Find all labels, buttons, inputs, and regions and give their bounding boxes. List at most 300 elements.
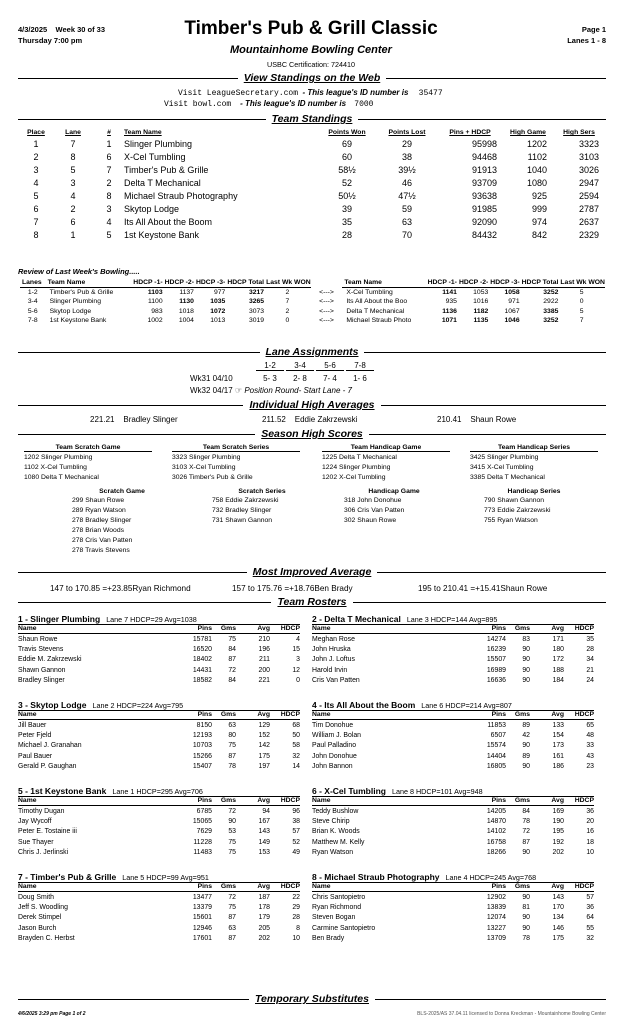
roster-cell: 172: [552, 656, 564, 664]
review-cell: 3217: [248, 289, 265, 296]
roster-cell: 11483: [193, 849, 212, 857]
review-title: Review of Last Week's Bowling.....: [18, 267, 140, 276]
roster-cell: 7629: [196, 828, 212, 836]
review-cell: <--->: [319, 307, 334, 315]
roster-cell: 221: [258, 677, 270, 685]
team-roster: [312, 700, 594, 772]
roster-cell: 72: [228, 666, 236, 674]
roster-cell: 12074: [486, 914, 506, 922]
indiv-avg-1: 221.21 Bradley Slinger: [90, 415, 178, 424]
roster-cell: 173: [552, 742, 564, 750]
standings-cell: 999: [531, 203, 547, 214]
roster-cell: 18582: [192, 677, 212, 685]
roster-cell: 192: [552, 838, 564, 846]
week-label: Week 30 of 33: [55, 25, 106, 34]
lane-pairs: [256, 361, 376, 371]
roster-cell: 94: [262, 807, 270, 815]
roster-col-header: HDCP: [564, 625, 594, 634]
review-col-header: HDCP Total: [227, 279, 265, 286]
web-line-1: [178, 88, 443, 98]
roster-cell: Doug Smith: [18, 893, 55, 901]
roster-cell: 13477: [192, 893, 212, 901]
roster-team-header: [312, 700, 594, 711]
roster-team-title: 2 - Delta T Mechanical: [312, 614, 401, 624]
standings-cell: 38: [401, 151, 412, 162]
roster-cell: 87: [228, 935, 236, 943]
roster-player-row: [312, 762, 594, 773]
roster-cell: Shaun Rowe: [18, 635, 58, 643]
lane-pair: 5-6: [316, 361, 344, 371]
roster-team-info: Lane 6 HDCP=214 Avg=807: [421, 701, 512, 710]
season-score-line: 1202 X-Cel Tumbling: [322, 474, 386, 481]
standings-cell: 3103: [578, 151, 599, 162]
review-cell: 1182: [473, 307, 489, 315]
season-block-title: Handicap Series: [507, 488, 561, 495]
roster-cell: 10: [586, 849, 594, 857]
roster-team-info: Lane 8 HDCP=101 Avg=948: [391, 787, 483, 796]
season-score-line: 1224 Slinger Plumbing: [322, 464, 391, 471]
review-cell: 1016: [473, 298, 489, 306]
roster-cell: 81: [522, 903, 530, 911]
roster-cell: 4: [296, 635, 300, 643]
roster-col-headers: [312, 797, 594, 806]
roster-cell: Steven Bogan: [312, 914, 356, 922]
roster-col-header: Avg: [236, 711, 270, 720]
roster-cell: 14404: [486, 752, 506, 760]
improved-1: 147 to 170.85 =+23.85Ryan Richmond: [50, 584, 191, 593]
roster-cell: 72: [522, 828, 530, 836]
roster-cell: 90: [522, 666, 530, 674]
standings-cell: 59: [401, 203, 412, 214]
roster-cell: 187: [258, 893, 270, 901]
header-right: [567, 24, 606, 46]
review-cell: Michael Straub Photo: [346, 317, 412, 325]
roster-cell: 28: [292, 914, 300, 922]
season-score-line: 302 Shaun Rowe: [344, 517, 397, 524]
roster-cell: 200: [258, 666, 270, 674]
roster-col-header: HDCP: [564, 797, 594, 806]
standings-cell: 925: [531, 190, 547, 201]
roster-cell: Steve Chirip: [312, 817, 350, 825]
roster-cell: 65: [586, 721, 594, 729]
roster-cell: 175: [552, 935, 564, 943]
roster-col-header: Name: [18, 883, 178, 892]
review-col-header: Last Wk WON: [558, 279, 605, 288]
roster-cell: 48: [586, 731, 594, 739]
roster-cell: 170: [552, 903, 564, 911]
standings-cell: 3: [33, 164, 39, 175]
roster-team-header: [18, 700, 300, 711]
roster-cell: Harold Irvin: [312, 666, 348, 674]
roster-cell: 175: [258, 752, 270, 760]
standings-cell: 69: [341, 138, 352, 149]
review-cell: 1130: [179, 298, 194, 306]
roster-team-title: 8 - Michael Straub Photography: [312, 872, 440, 882]
roster-col-header: Avg: [236, 883, 270, 892]
footer-timestamp: 4/6/2025 3:29 pm Page 1 of 2: [18, 1011, 86, 1017]
standings-cell: 91913: [471, 164, 497, 175]
review-cell: 7-8: [27, 317, 38, 325]
roster-cell: 133: [552, 721, 564, 729]
standings-cell: 3: [70, 177, 76, 188]
review-row: [20, 307, 605, 317]
roster-cell: 36: [586, 807, 594, 815]
standings-cell: 50½: [338, 190, 356, 201]
roster-team-title: 6 - X-Cel Tumbling: [312, 786, 386, 796]
standings-cell: 6: [106, 151, 112, 162]
roster-cell: Brian K. Woods: [312, 828, 360, 836]
standings-cell: 2594: [578, 190, 599, 201]
roster-cell: 90: [522, 645, 530, 653]
season-block-title: Scratch Game: [99, 488, 145, 495]
standings-cell: 2947: [578, 177, 599, 188]
standings-cell: 2787: [578, 203, 599, 214]
roster-cell: 84: [522, 807, 530, 815]
review-cell: 983: [151, 307, 163, 315]
standings-cell: 4: [70, 190, 76, 201]
league-id-text-2: - This league's ID number is: [240, 99, 347, 108]
roster-player-row: [312, 934, 594, 945]
roster-cell: Travis Stevens: [18, 645, 64, 653]
roster-cell: 12902: [486, 893, 506, 901]
roster-cell: 24: [586, 677, 594, 685]
roster-cell: 211: [259, 656, 270, 664]
standings-cell: 5: [106, 229, 112, 240]
indiv-avg-3: 210.41 Shaun Rowe: [437, 415, 517, 424]
roster-player-row: [18, 676, 300, 687]
review-cell: 1135: [473, 317, 489, 325]
roster-cell: William J. Bolan: [312, 731, 362, 739]
review-cell: 5: [579, 289, 584, 296]
standings-row: [20, 189, 605, 202]
roster-cell: 18: [586, 838, 594, 846]
review-cell: 1035: [210, 298, 226, 306]
roster-cell: Paul Palladino: [312, 742, 357, 750]
standings-cell: 7: [106, 164, 112, 175]
roster-cell: 129: [258, 721, 270, 729]
standings-cell: 8: [33, 229, 39, 240]
review-col-header: HDCP -1-: [127, 279, 162, 288]
roster-cell: 72: [228, 893, 236, 901]
standings-cell: 4: [33, 177, 39, 188]
improved-3: 195 to 210.41 =+15.41Shaun Rowe: [418, 584, 548, 593]
league-id-text-1: - This league's ID number is: [302, 88, 409, 97]
roster-cell: 14: [292, 763, 300, 771]
roster-cell: Ryan Watson: [312, 849, 354, 857]
wk31-pairing: 7- 4: [323, 374, 337, 383]
roster-cell: 68: [292, 721, 300, 729]
roster-cell: 90: [522, 849, 530, 857]
roster-cell: Sue Thayer: [18, 838, 54, 846]
team-roster: [18, 614, 300, 686]
most-improved-heading: Most Improved Average: [18, 566, 606, 578]
roster-team-info: Lane 5 HDCP=99 Avg=951: [122, 873, 209, 882]
lane-assignments-heading: Lane Assignments: [18, 346, 606, 358]
standings-cell: Slinger Plumbing: [124, 138, 193, 149]
review-cell: 971: [508, 298, 520, 306]
standings-cell: 2: [33, 151, 39, 162]
review-cell: 2: [285, 307, 290, 315]
standings-cell: 93638: [471, 190, 497, 201]
standings-cell: Skytop Lodge: [124, 203, 180, 214]
lane-pair: 7-8: [346, 361, 374, 371]
roster-col-headers: [18, 883, 300, 892]
roster-cell: 15: [292, 645, 300, 653]
roster-cell: 14205: [486, 807, 506, 815]
roster-cell: Jay Wycoff: [18, 817, 52, 825]
roster-cell: 149: [258, 838, 270, 846]
roster-cell: John Hruska: [312, 645, 351, 653]
roster-cell: 15507: [486, 656, 506, 664]
review-cell: 1002: [147, 317, 163, 325]
roster-col-header: Avg: [530, 883, 564, 892]
roster-cell: 12193: [192, 731, 212, 739]
roster-cell: Matthew M. Kelly: [312, 838, 365, 846]
roster-cell: 16758: [486, 838, 506, 846]
roster-cell: 57: [586, 893, 594, 901]
team-roster: [312, 872, 594, 944]
roster-cell: Shawn Gannon: [18, 666, 66, 674]
roster-cell: Eddie M. Zakrzewski: [18, 656, 82, 664]
roster-cell: 14870: [486, 817, 506, 825]
review-cell: 3-4: [27, 298, 38, 306]
roster-cell: 29: [292, 903, 300, 911]
roster-team-info: Lane 1 HDCP=295 Avg=706: [112, 787, 203, 796]
review-col-header: Team Name: [342, 279, 425, 288]
standings-cell: 1202: [526, 138, 547, 149]
roster-cell: 52: [292, 838, 300, 846]
roster-cell: 89: [522, 721, 530, 729]
season-score-line: 3425 Slinger Plumbing: [470, 454, 539, 461]
roster-cell: 14431: [192, 666, 212, 674]
roster-player-row: [18, 720, 300, 731]
standings-col-header: Points Lost: [388, 129, 426, 136]
roster-cell: 33: [586, 742, 594, 750]
standings-row: [20, 163, 605, 176]
standings-cell: 3323: [578, 138, 599, 149]
roster-col-header: Name: [312, 797, 472, 806]
standings-cell: 6: [70, 216, 76, 227]
roster-col-headers: [18, 711, 300, 720]
roster-cell: 75: [228, 838, 236, 846]
standings-cell: 1102: [527, 151, 547, 162]
roster-cell: 6507: [490, 731, 506, 739]
roster-player-row: [18, 902, 300, 913]
season-score-line: 3026 Timber's Pub & Grille: [172, 474, 253, 481]
roster-col-header: HDCP: [270, 797, 300, 806]
roster-cell: John Donohue: [312, 752, 357, 760]
roster-col-header: Avg: [236, 797, 270, 806]
season-block-title: Team Scratch Game: [24, 444, 152, 452]
roster-col-header: Name: [18, 711, 178, 720]
season-score-line: 299 Shaun Rowe: [72, 497, 125, 504]
standings-cell: 3026: [578, 164, 599, 175]
review-cell: 1018: [178, 307, 194, 315]
bowling-center-name: Mountainhome Bowling Center: [230, 44, 392, 56]
roster-team-header: [312, 614, 594, 625]
roster-team-header: [18, 614, 300, 625]
roster-cell: Peter E. Tostaine iii: [18, 828, 77, 836]
wk31-values: [256, 374, 376, 383]
standings-cell: Delta T Mechanical: [124, 177, 201, 188]
review-cell: 1st Keystone Bank: [49, 317, 107, 325]
individual-averages-heading: Individual High Averages: [18, 399, 606, 411]
roster-team-info: Lane 4 HDCP=245 Avg=768: [445, 873, 537, 882]
season-score-line: 278 Brian Woods: [72, 527, 125, 534]
roster-cell: 13839: [486, 903, 506, 911]
roster-team-title: 3 - Skytop Lodge: [18, 700, 87, 710]
roster-cell: Paul Bauer: [18, 752, 53, 760]
roster-player-row: [18, 751, 300, 762]
roster-cell: 15574: [486, 742, 506, 750]
roster-cell: 80: [228, 731, 236, 739]
roster-col-header: Avg: [530, 797, 564, 806]
roster-player-row: [312, 913, 594, 924]
roster-cell: Carmine Santopietro: [312, 924, 376, 932]
lane-pair: 1-2: [256, 361, 284, 371]
roster-table: [18, 797, 300, 858]
roster-cell: 63: [228, 721, 236, 729]
standings-cell: 6: [33, 203, 39, 214]
roster-cell: Ryan Richmond: [312, 903, 362, 911]
season-team-block: [172, 444, 300, 483]
review-cell: 5-6: [27, 307, 38, 315]
roster-team-header: [18, 872, 300, 883]
season-score-line: 731 Shawn Gannon: [212, 517, 273, 524]
roster-cell: 186: [552, 763, 564, 771]
roster-team-title: 1 - Slinger Plumbing: [18, 614, 101, 624]
roster-cell: 35: [586, 635, 594, 643]
roster-cell: Chris J. Jerlinski: [18, 849, 69, 857]
standings-cell: 28: [341, 229, 352, 240]
roster-cell: 16: [586, 828, 594, 836]
roster-cell: Ben Brady: [312, 935, 345, 943]
roster-cell: 14102: [486, 828, 506, 836]
review-row: [20, 297, 605, 307]
team-roster: [18, 872, 300, 944]
roster-cell: 90: [522, 742, 530, 750]
review-cell: 3385: [543, 307, 559, 315]
roster-cell: 15407: [192, 763, 212, 771]
roster-cell: 18266: [486, 849, 506, 857]
review-cell: <--->: [319, 317, 334, 325]
roster-player-row: [18, 923, 300, 934]
roster-cell: 180: [552, 645, 564, 653]
roster-col-header: Name: [312, 883, 472, 892]
roster-player-row: [312, 751, 594, 762]
roster-player-row: [18, 741, 300, 752]
roster-cell: 75: [228, 635, 236, 643]
roster-cell: 57: [292, 828, 300, 836]
league-id-2: 7000: [354, 100, 374, 109]
season-score-line: 318 John Donohue: [344, 497, 402, 504]
roster-cell: 0: [296, 677, 300, 685]
roster-cell: 49: [292, 849, 300, 857]
season-score-line: 1225 Delta T Mechanical: [322, 454, 397, 461]
roster-cell: 152: [258, 731, 270, 739]
roster-cell: 15266: [192, 752, 212, 760]
roster-cell: 11853: [487, 721, 506, 729]
lanes-range: Lanes 1 - 8: [567, 36, 606, 45]
roster-player-row: [18, 892, 300, 903]
roster-cell: 15601: [192, 914, 212, 922]
season-score-line: 790 Shawn Gannon: [484, 497, 545, 504]
web-line-2: [164, 99, 373, 109]
roster-cell: 23: [586, 763, 594, 771]
roster-table: [312, 883, 594, 944]
review-cell: 0: [285, 317, 290, 325]
roster-table: [18, 625, 300, 686]
roster-cell: 167: [258, 817, 270, 825]
review-col-header: HDCP -1-: [427, 279, 457, 286]
roster-cell: 16239: [486, 645, 506, 653]
roster-cell: Michael J. Granahan: [18, 742, 82, 750]
roster-col-header: Name: [312, 625, 472, 634]
season-score-line: 306 Cris Van Patten: [344, 507, 405, 514]
roster-cell: Chris Santopietro: [312, 893, 366, 901]
standings-row: [20, 202, 605, 215]
review-cell: 1071: [441, 317, 457, 325]
roster-table: [18, 883, 300, 944]
roster-cell: 143: [258, 828, 270, 836]
review-col-header: Last Wk WON: [266, 279, 311, 286]
roster-cell: 8150: [196, 721, 212, 729]
roster-cell: 90: [228, 817, 236, 825]
review-cell: 1137: [179, 289, 194, 296]
standings-cell: 63: [401, 216, 412, 227]
review-cell: 935: [445, 298, 457, 306]
roster-cell: 75: [228, 903, 236, 911]
team-roster: [312, 786, 594, 858]
roster-cell: 36: [586, 903, 594, 911]
review-col-header: HDCP -2-: [458, 279, 489, 286]
review-cell: 1046: [504, 317, 520, 325]
review-cell: 2: [285, 289, 290, 296]
roster-cell: 134: [552, 914, 564, 922]
standings-cell: 7: [33, 216, 39, 227]
roster-player-row: [312, 902, 594, 913]
roster-player-row: [18, 655, 300, 666]
roster-col-header: Pins: [178, 625, 212, 634]
review-cell: 1103: [147, 289, 163, 296]
roster-player-row: [18, 634, 300, 645]
season-score-line: 758 Eddie Zakrzewski: [212, 497, 279, 504]
season-score-line: 3323 Slinger Plumbing: [172, 454, 241, 461]
standings-heading: Team Standings: [18, 113, 606, 125]
review-col-header: Lanes: [20, 279, 46, 288]
roster-cell: Jill Bauer: [18, 721, 47, 729]
review-cell: 1141: [442, 289, 457, 296]
roster-col-header: Avg: [530, 711, 564, 720]
roster-col-header: Gms: [506, 883, 530, 892]
season-score-line: 1202 Slinger Plumbing: [24, 454, 93, 461]
roster-player-row: [312, 848, 594, 859]
roster-col-headers: [18, 625, 300, 634]
review-cell: 1-2: [27, 289, 38, 296]
roster-cell: John J. Loftus: [312, 656, 355, 664]
roster-cell: 10703: [192, 742, 212, 750]
season-high-heading: Season High Scores: [18, 428, 606, 440]
roster-cell: 38: [292, 817, 300, 825]
standings-cell: 5: [70, 164, 76, 175]
season-score-line: 732 Bradley Slinger: [212, 507, 272, 514]
standings-cell: 1080: [526, 177, 547, 188]
roster-cell: 161: [552, 752, 564, 760]
roster-col-header: Pins: [472, 711, 506, 720]
roster-cell: 12: [292, 666, 300, 674]
roster-cell: 188: [552, 666, 564, 674]
roster-cell: 205: [258, 924, 270, 932]
